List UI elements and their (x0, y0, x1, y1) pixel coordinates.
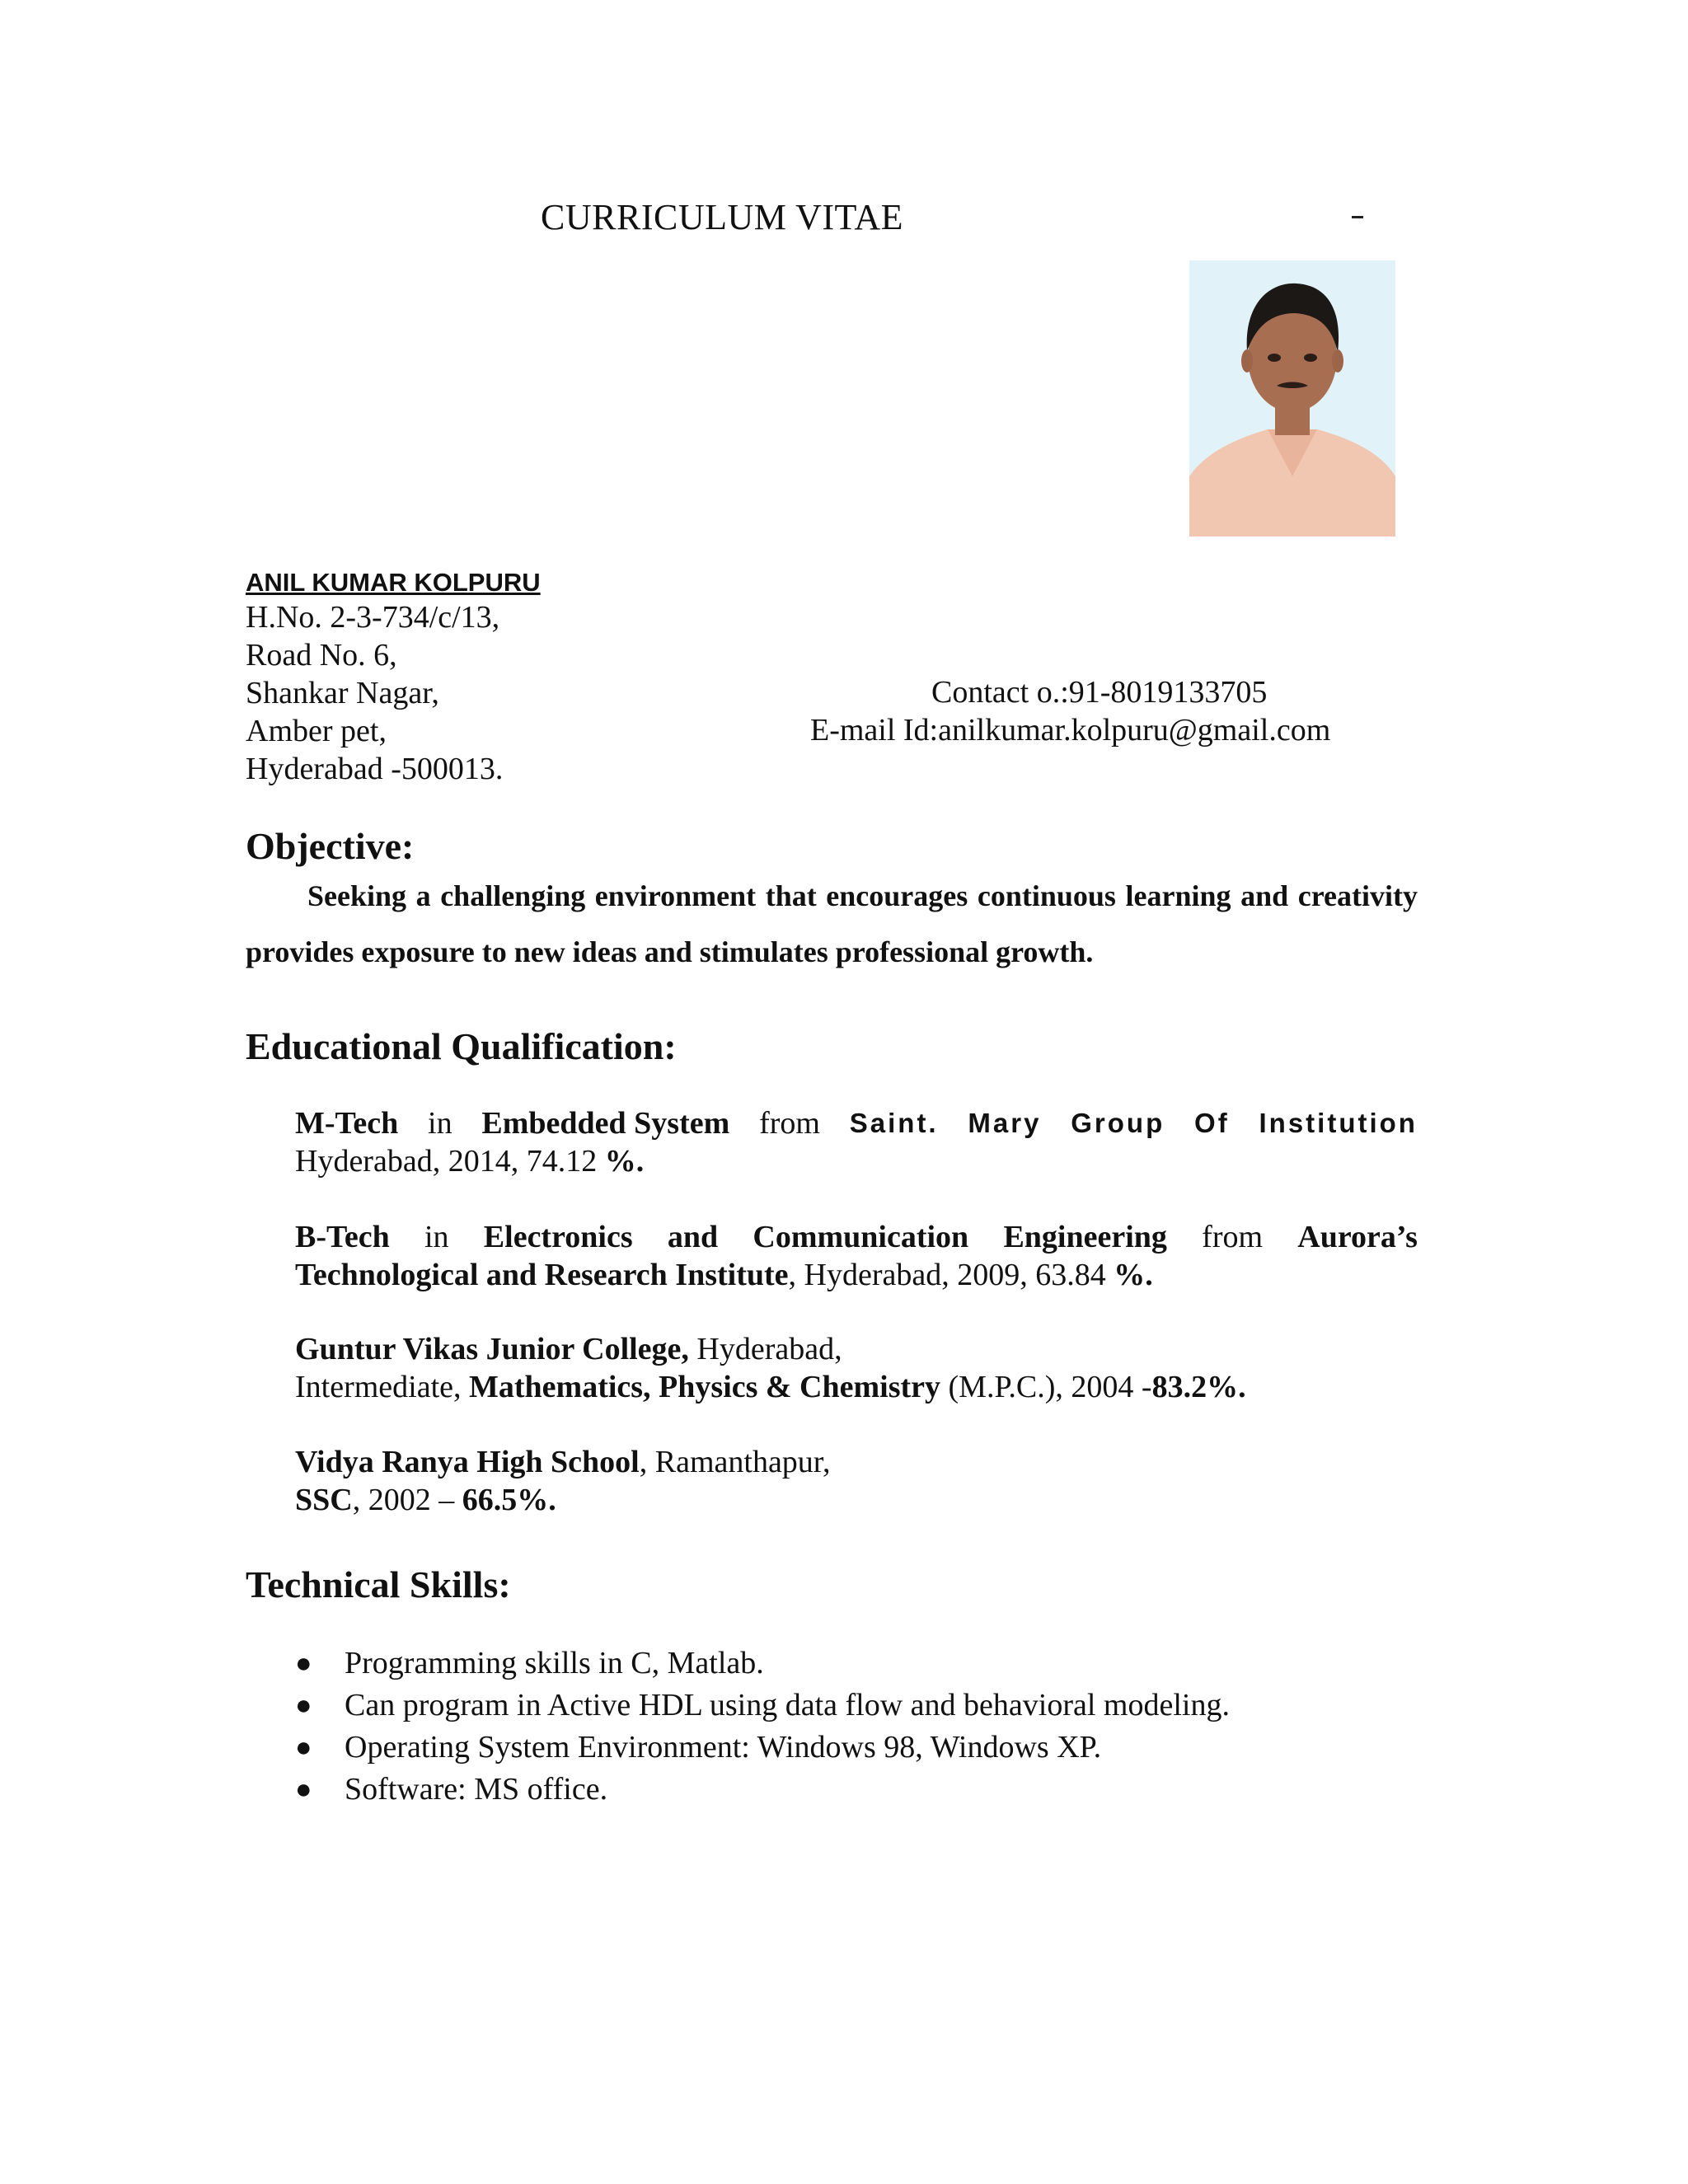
ssc-level: SSC (295, 1483, 353, 1517)
bullet-icon: ● (295, 1732, 312, 1763)
btech-institute-rest: Technological and Research Institute (295, 1258, 789, 1292)
btech-institute-start: Aurora’s (1297, 1220, 1418, 1254)
objective-heading: Objective: (246, 825, 415, 867)
inter-details: (M.P.C.), 2004 - (940, 1370, 1152, 1404)
skill-text: Operating System Environment: Windows 98, Windows XP. (345, 1730, 1102, 1765)
list-item (295, 1727, 1230, 1769)
address-line: Shankar Nagar, (246, 676, 439, 710)
btech-subject-word: and (667, 1220, 719, 1254)
address-block (246, 598, 503, 788)
inter-line-1 (295, 1330, 1418, 1368)
education-mtech (295, 1104, 1418, 1180)
profile-photo (1189, 260, 1395, 537)
address-line: Hyderabad -500013. (246, 752, 504, 786)
btech-degree: B-Tech (295, 1220, 390, 1254)
skill-text: Programming skills in C, Matlab. (345, 1646, 764, 1680)
mtech-institute-word: Institution (1259, 1108, 1418, 1138)
education-btech (295, 1218, 1418, 1294)
ssc-line-2 (295, 1481, 1418, 1519)
address-line: H.No. 2-3-734/c/13, (246, 600, 500, 635)
education-heading: Educational Qualification: (246, 1025, 677, 1067)
education-ssc (295, 1443, 1418, 1519)
candidate-name: ANIL KUMAR KOLPURU (246, 568, 541, 597)
ssc-details: , 2002 – (352, 1483, 462, 1517)
skills-list (295, 1643, 1230, 1811)
header-dash (1352, 216, 1363, 218)
bullet-icon: ● (295, 1774, 312, 1805)
btech-subject-word: Electronics (483, 1220, 633, 1254)
mtech-percent: %. (604, 1144, 645, 1179)
mtech-subject: Embedded System (481, 1106, 730, 1141)
inter-level: Intermediate, (295, 1370, 470, 1404)
btech-in: in (424, 1220, 449, 1254)
btech-subject-word: Communication (753, 1220, 969, 1254)
ssc-percent: 66.5%. (462, 1483, 556, 1517)
mtech-institute-word: Group (1071, 1108, 1165, 1138)
address-line: Road No. 6, (246, 638, 397, 673)
inter-percent: 83.2%. (1151, 1370, 1246, 1404)
objective-text: Seeking a challenging environment that encourages continuous learning and creativity provides exposure to new ideas and stimulates professional growth. (246, 879, 1418, 968)
skill-text: Can program in Active HDL using data flow and behavioral modeling. (345, 1688, 1230, 1722)
mtech-line-1 (295, 1104, 1418, 1142)
bullet-icon: ● (295, 1690, 312, 1721)
education-intermediate (295, 1330, 1418, 1406)
mtech-institute-word: Saint. (849, 1108, 939, 1138)
address-line: Amber pet, (246, 714, 387, 748)
contact-number: Contact o.:91-8019133705 (931, 675, 1268, 710)
list-item (295, 1643, 1230, 1685)
ssc-line-1 (295, 1443, 1418, 1481)
mtech-line-2 (295, 1142, 1418, 1180)
bullet-icon: ● (295, 1648, 312, 1679)
btech-line-2 (295, 1256, 1418, 1294)
inter-subjects: Mathematics, Physics & Chemistry (469, 1370, 941, 1404)
inter-college: Guntur Vikas Junior College, (295, 1332, 689, 1366)
skill-text: Software: MS office. (345, 1772, 608, 1807)
inter-line-2 (295, 1368, 1418, 1406)
mtech-institute-word: Mary (968, 1108, 1042, 1138)
mtech-degree: M-Tech (295, 1106, 399, 1141)
person-portrait-icon (1189, 260, 1395, 537)
btech-percent: %. (1114, 1258, 1153, 1292)
btech-from: from (1202, 1220, 1264, 1254)
mtech-from: from (759, 1106, 820, 1141)
btech-details: , Hyderabad, 2009, 63.84 (788, 1258, 1114, 1292)
mtech-institute-word: Of (1194, 1108, 1230, 1138)
skills-heading: Technical Skills: (246, 1563, 511, 1605)
inter-city: Hyderabad, (688, 1332, 842, 1366)
btech-line-1 (295, 1218, 1418, 1256)
list-item (295, 1769, 1230, 1811)
btech-subject-word: Engineering (1003, 1220, 1167, 1254)
document-title: CURRICULUM VITAE (541, 197, 904, 237)
mtech-in: in (428, 1106, 452, 1141)
ssc-city: , Ramanthapur, (639, 1445, 831, 1479)
email-address: E-mail Id:anilkumar.kolpuru@gmail.com (810, 713, 1331, 748)
list-item (295, 1685, 1230, 1727)
mtech-details: Hyderabad, 2014, 74.12 (295, 1144, 605, 1179)
ssc-school: Vidya Ranya High School (295, 1445, 640, 1479)
